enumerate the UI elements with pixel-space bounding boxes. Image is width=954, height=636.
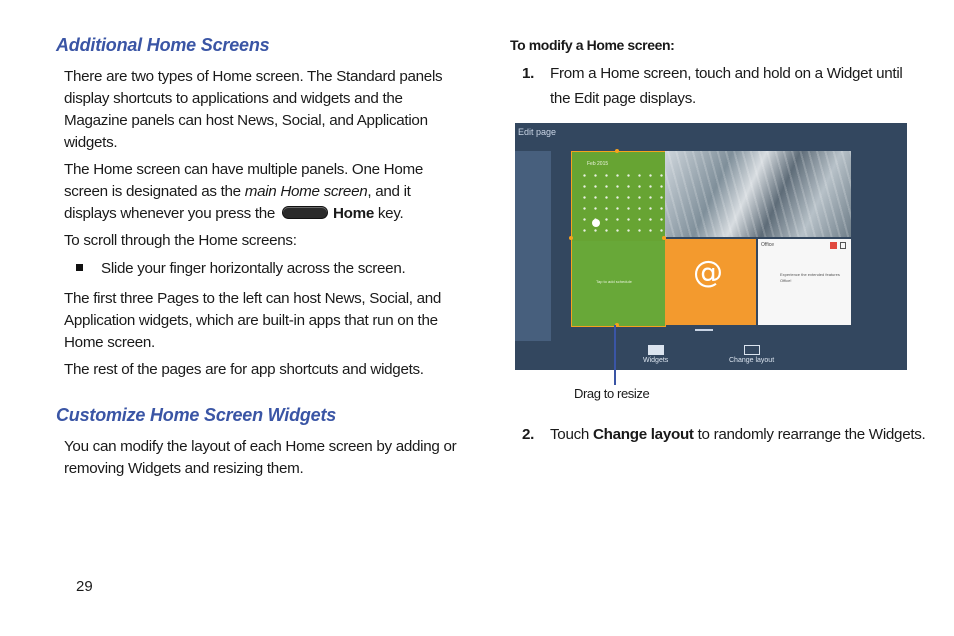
screenshot-topbar xyxy=(515,123,907,143)
page-indicator xyxy=(695,329,713,331)
widgets-label: Widgets xyxy=(643,357,669,364)
calendar-grid xyxy=(579,170,663,240)
calendar-month-label: Feb 2015 xyxy=(587,161,609,167)
step-2 xyxy=(510,422,940,447)
left-column xyxy=(56,33,466,485)
step-number: 2. xyxy=(522,426,535,443)
heading-customize-widgets: Customize Home Screen Widgets xyxy=(56,405,337,425)
text-fragment: The Home screen can have multiple panels. One Home screen is designated as the xyxy=(64,161,423,200)
step-text: to randomly rearrange the Widgets. xyxy=(693,426,926,443)
text-fragment: key. xyxy=(373,205,404,222)
text-fragment: , and it displays whenever you press the xyxy=(64,183,411,222)
paragraph-home-screen-types: There are two types of Home screen. The Standard panels display shortcuts to applications and widgets and the Magazine panels can host News, Social, and Application widgets. xyxy=(64,68,443,151)
email-widget xyxy=(665,239,756,325)
change-layout-icon xyxy=(744,345,760,355)
schedule-text: Tap to add schedule xyxy=(596,279,632,284)
heading-additional-home-screens: Additional Home Screens xyxy=(56,35,270,55)
home-key-icon xyxy=(283,207,327,218)
bullet-square-icon xyxy=(76,264,83,271)
step-1 xyxy=(510,61,910,111)
callout-line xyxy=(614,325,616,385)
subheading-modify-home: To modify a Home screen: xyxy=(510,37,675,53)
office-description: Experience the extended features Office! xyxy=(780,272,840,283)
resize-handle-top xyxy=(615,149,619,153)
paragraph-multiple-panels xyxy=(64,159,466,225)
text-bold-home: Home xyxy=(332,205,374,222)
office-window-icon xyxy=(840,242,846,249)
bullet-item xyxy=(76,258,466,280)
calendar-today-marker xyxy=(592,219,600,227)
widgets-button xyxy=(643,345,668,364)
widgets-icon xyxy=(648,345,664,355)
calendar-widget xyxy=(571,151,666,243)
edit-page-label: Edit page xyxy=(518,127,557,137)
paragraph-first-three-pages: The first three Pages to the left can host News, Social, and Application widgets, which are built-in apps that run on the Home screen. xyxy=(64,290,442,351)
right-column xyxy=(510,35,910,111)
change-layout-button xyxy=(729,345,774,364)
text-emphasis: main Home screen xyxy=(244,183,368,200)
page-number: 29 xyxy=(76,578,93,595)
schedule-widget xyxy=(571,241,666,327)
bullet-text: Slide your finger horizontally across the screen. xyxy=(101,260,406,277)
resize-handle-right xyxy=(662,236,666,240)
step-text: From a Home screen, touch and hold on a Widget until the Edit page displays. xyxy=(550,65,903,107)
step-text: Touch xyxy=(550,426,593,443)
office-widget xyxy=(758,239,851,325)
edit-page-screenshot xyxy=(515,123,907,370)
step-text-bold: Change layout xyxy=(592,426,694,443)
magazine-photo-widget xyxy=(665,151,851,237)
paragraph-rest-pages: The rest of the pages are for app shortcuts and widgets. xyxy=(64,361,424,378)
office-title: Office xyxy=(761,242,774,248)
resize-handle-left xyxy=(569,236,573,240)
at-sign-icon: @ xyxy=(693,255,723,290)
paragraph-modify-layout: You can modify the layout of each Home screen by adding or removing Widgets and resizing them. xyxy=(64,438,457,477)
change-layout-label: Change layout xyxy=(729,357,775,364)
callout-drag-to-resize: Drag to resize xyxy=(574,386,650,401)
step-number: 1. xyxy=(522,65,535,82)
office-app-icon xyxy=(830,242,837,249)
adjacent-panel xyxy=(515,151,551,341)
paragraph-scroll-intro: To scroll through the Home screens: xyxy=(64,232,297,249)
